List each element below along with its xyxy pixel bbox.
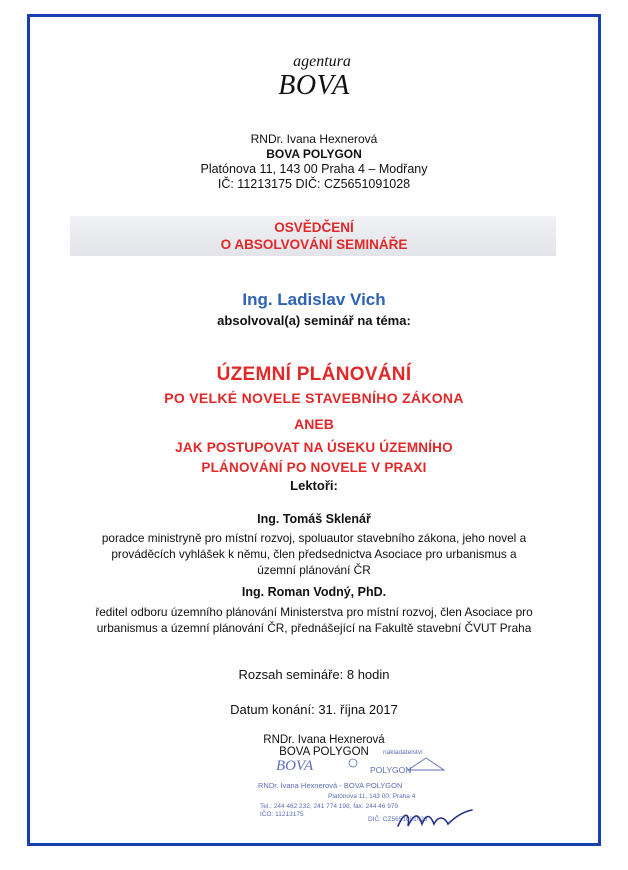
signature-scribble xyxy=(398,810,472,826)
stamp-line1: RNDr. Ivana Hexnerová - BOVA POLYGON xyxy=(258,781,403,790)
topic-detail xyxy=(0,438,628,478)
stamp-line3: Tel.: 244 462 232, 241 774 198, fax: 244 46 979 xyxy=(260,803,399,810)
lecturer-1-desc-line3: územní plánování ČR xyxy=(257,563,371,577)
stamp-roof-icon xyxy=(408,758,444,770)
participant-name: Ing. Ladislav Vich xyxy=(242,290,386,309)
lecturer-2-desc xyxy=(0,604,628,636)
certificate-heading xyxy=(0,219,628,253)
stamp-line2: Platónova 11, 143 00, Praha 4 xyxy=(328,793,416,800)
issuer-block xyxy=(0,132,628,192)
issuer-person: RNDr. Ivana Hexnerová xyxy=(250,132,378,146)
stamp-logo: BOVA xyxy=(276,758,314,774)
lecturers-label: Lektoři: xyxy=(290,478,338,493)
stamp-small: nakladatelství xyxy=(383,749,423,756)
lecturer-1-desc-line2: prováděcích vyhlášek k němu, člen předsednictva Asociace pro urbanismus a xyxy=(111,547,517,561)
lecturer-1-desc xyxy=(0,530,628,578)
topic-line4: PLÁNOVÁNÍ PO NOVELE V PRAXI xyxy=(201,460,427,475)
signature-person: RNDr. Ivana Hexnerová xyxy=(263,734,385,746)
certificate-line2: O ABSOLVOVÁNÍ SEMINÁŘE xyxy=(220,237,408,252)
stamp-line5: DIČ: CZ5651091028 xyxy=(368,816,428,823)
stamp-line4: IČO: 11213175 xyxy=(260,811,304,818)
topic-title: ÚZEMNÍ PLÁNOVÁNÍ xyxy=(216,364,412,385)
signature-company: BOVA POLYGON xyxy=(279,746,369,758)
lecturer-1-name: Ing. Tomáš Sklenář xyxy=(257,512,371,526)
seminar-scope: Rozsah semináře: 8 hodin xyxy=(238,667,390,682)
issuer-company: BOVA POLYGON xyxy=(266,147,362,161)
topic-line3: JAK POSTUPOVAT NA ÚSEKU ÚZEMNÍHO xyxy=(175,440,453,455)
logo-agentura: agentura xyxy=(293,53,351,70)
certificate-line1: OSVĚDČENÍ xyxy=(274,220,354,235)
issuer-address: Platónova 11, 143 00 Praha 4 – Modřany xyxy=(200,162,428,176)
issuer-ids: IČ: 11213175 DIČ: CZ5651091028 xyxy=(217,177,411,191)
lecturer-1-desc-line1: poradce ministryně pro místní rozvoj, spoluautor stavebního zákona, jeho novel a xyxy=(101,531,527,545)
lecturer-2-name: Ing. Roman Vodný, PhD. xyxy=(241,585,387,599)
topic-or: ANEB xyxy=(294,416,334,432)
seminar-date: Datum konání: 31. října 2017 xyxy=(230,702,398,717)
company-stamp xyxy=(258,740,498,830)
logo-bova: BOVA xyxy=(278,70,350,101)
stamp-registered-icon xyxy=(349,759,357,767)
participant-completed: absolvoval(a) seminář na téma: xyxy=(217,313,411,328)
lecturer-2-desc-line1: ředitel odboru územního plánování Ministerstva pro místní rozvoj, člen Asociace pro xyxy=(95,605,533,619)
topic-subtitle: PO VELKÉ NOVELE STAVEBNÍHO ZÁKONA xyxy=(164,390,464,406)
stamp-company: POLYGON xyxy=(370,765,412,775)
lecturer-2-desc-line2: urbanismus a územní plánování ČR, přednášející na Fakultě stavební ČVUT Praha xyxy=(96,621,532,635)
